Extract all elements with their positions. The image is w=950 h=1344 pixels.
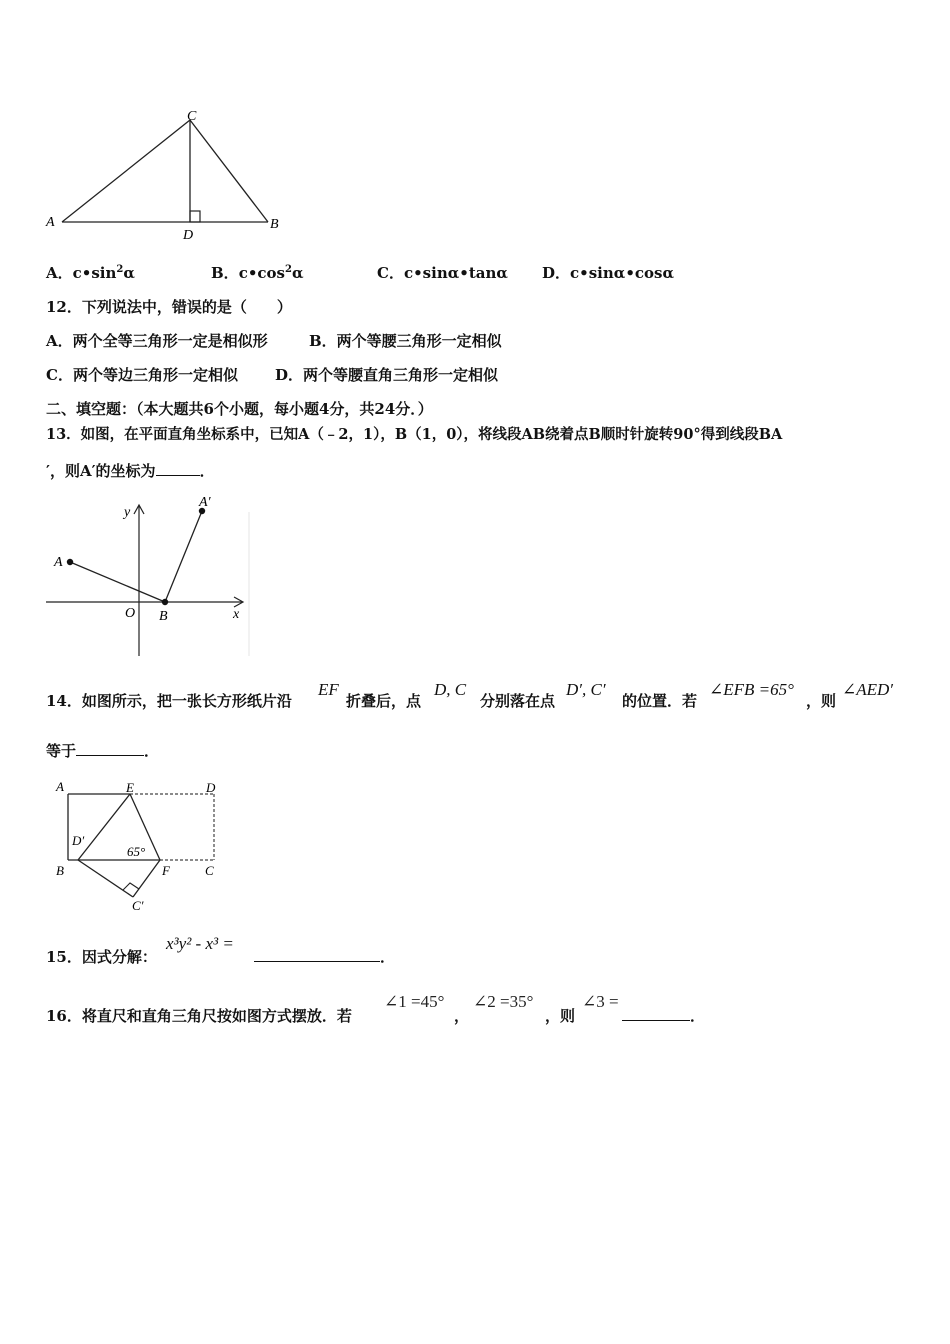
q11-option-a: A．$c•\sin^2\alpha$	[46, 264, 135, 282]
q12-option-a: A．两个全等三角形一定是相似形	[46, 332, 268, 350]
label-c-prime: C′	[132, 898, 144, 913]
label-a: A	[56, 779, 64, 794]
q15-label: 15．因式分解：	[46, 948, 157, 966]
q12-option-d: D．两个等腰直角三角形一定相似	[275, 366, 499, 384]
label-c: C	[187, 109, 197, 124]
point-a	[67, 559, 73, 565]
label-a-prime: A′	[199, 495, 211, 510]
q16-angle-2: ∠2 =35°	[473, 992, 534, 1011]
q16-answer-blank[interactable]	[622, 1006, 690, 1021]
q15-answer: ．	[254, 946, 395, 967]
q15-expression: x³y² - x³ =	[166, 934, 234, 953]
label-a: A	[46, 215, 55, 230]
q11-option-d: D．c•sinα•cosα	[542, 264, 675, 282]
coordinate-figure	[40, 492, 255, 662]
edge-ed-prime	[78, 794, 130, 860]
q14-math-angle-efb: ∠EFB =65°	[709, 680, 794, 699]
q12-option-c: C．两个等边三角形一定相似	[46, 366, 238, 384]
label-angle-65: 65°	[127, 844, 146, 859]
q14-part5: ，则	[806, 692, 837, 710]
label-x: x	[233, 607, 240, 622]
segment-cb	[190, 120, 268, 222]
q11-option-c: C．c•sinα•tanα	[377, 264, 508, 282]
q15-answer-blank[interactable]	[254, 947, 380, 962]
label-b: B	[56, 863, 64, 878]
label-o: O	[125, 606, 136, 621]
q16-part2: ，	[454, 1007, 470, 1025]
q16-answer: ．	[622, 1005, 705, 1026]
q14-part4: 的位置．若	[622, 692, 698, 710]
q14-math-angle-aed: ∠AED′	[842, 680, 894, 699]
label-b: B	[159, 609, 168, 624]
q13-line1: 13．如图，在平面直角坐标系中，已知A（﹣2，1），B（1，0），将线段AB绕着点B顺时针旋转90°得到线段BA	[46, 426, 783, 443]
q14-line2: 等于 ．	[46, 742, 160, 760]
section-heading: 二、填空题：（本大题共6个小题，每小题4分，共24分．）	[46, 400, 433, 418]
q14-answer-blank[interactable]	[76, 741, 144, 756]
label-f: F	[162, 863, 170, 878]
label-d: D	[183, 228, 194, 243]
q14-math-dc: D, C	[434, 680, 467, 699]
edge-d-prime-c-prime	[78, 860, 133, 897]
q11-option-b: B．$c•\cos^2\alpha$	[211, 264, 304, 282]
q13-answer-blank[interactable]	[156, 461, 200, 476]
segment-ab	[70, 562, 165, 602]
q16-part1: 16．将直尺和直角三角尺按如图方式摆放．若	[46, 1007, 352, 1025]
q12-option-b: B．两个等腰三角形一定相似	[309, 332, 502, 350]
label-b: B	[270, 217, 279, 232]
q13-line2: ′，则A′的坐标为 ．	[46, 462, 215, 480]
q14-part3: 分别落在点	[480, 692, 556, 710]
q14-math-dc-prime: D′, C′	[566, 680, 606, 699]
label-a: A	[54, 555, 63, 570]
point-b	[162, 599, 168, 605]
label-y: y	[124, 505, 131, 520]
label-d-prime: D′	[72, 833, 85, 848]
segment-ac	[62, 120, 190, 222]
q14-part2: 折叠后，点	[346, 692, 422, 710]
q14-math-ef: EF	[318, 680, 339, 699]
q16-angle-3: ∠3 =	[582, 992, 619, 1011]
q16-part3: ，则	[545, 1007, 576, 1025]
q12-stem: 12．下列说法中，错误的是（ ）	[46, 298, 292, 316]
label-c: C	[205, 863, 214, 878]
label-d: D	[206, 780, 216, 795]
q16-angle-1: ∠1 =45°	[384, 992, 445, 1011]
label-e: E	[126, 780, 134, 795]
edge-c-prime-f	[133, 860, 160, 897]
folded-rectangle-figure	[40, 772, 240, 917]
right-angle-mark	[123, 883, 139, 890]
right-angle-mark	[190, 211, 200, 222]
triangle-figure	[40, 105, 290, 245]
segment-ba-prime	[165, 511, 202, 602]
q14-part1: 14．如图所示，把一张长方形纸片沿	[46, 692, 292, 710]
